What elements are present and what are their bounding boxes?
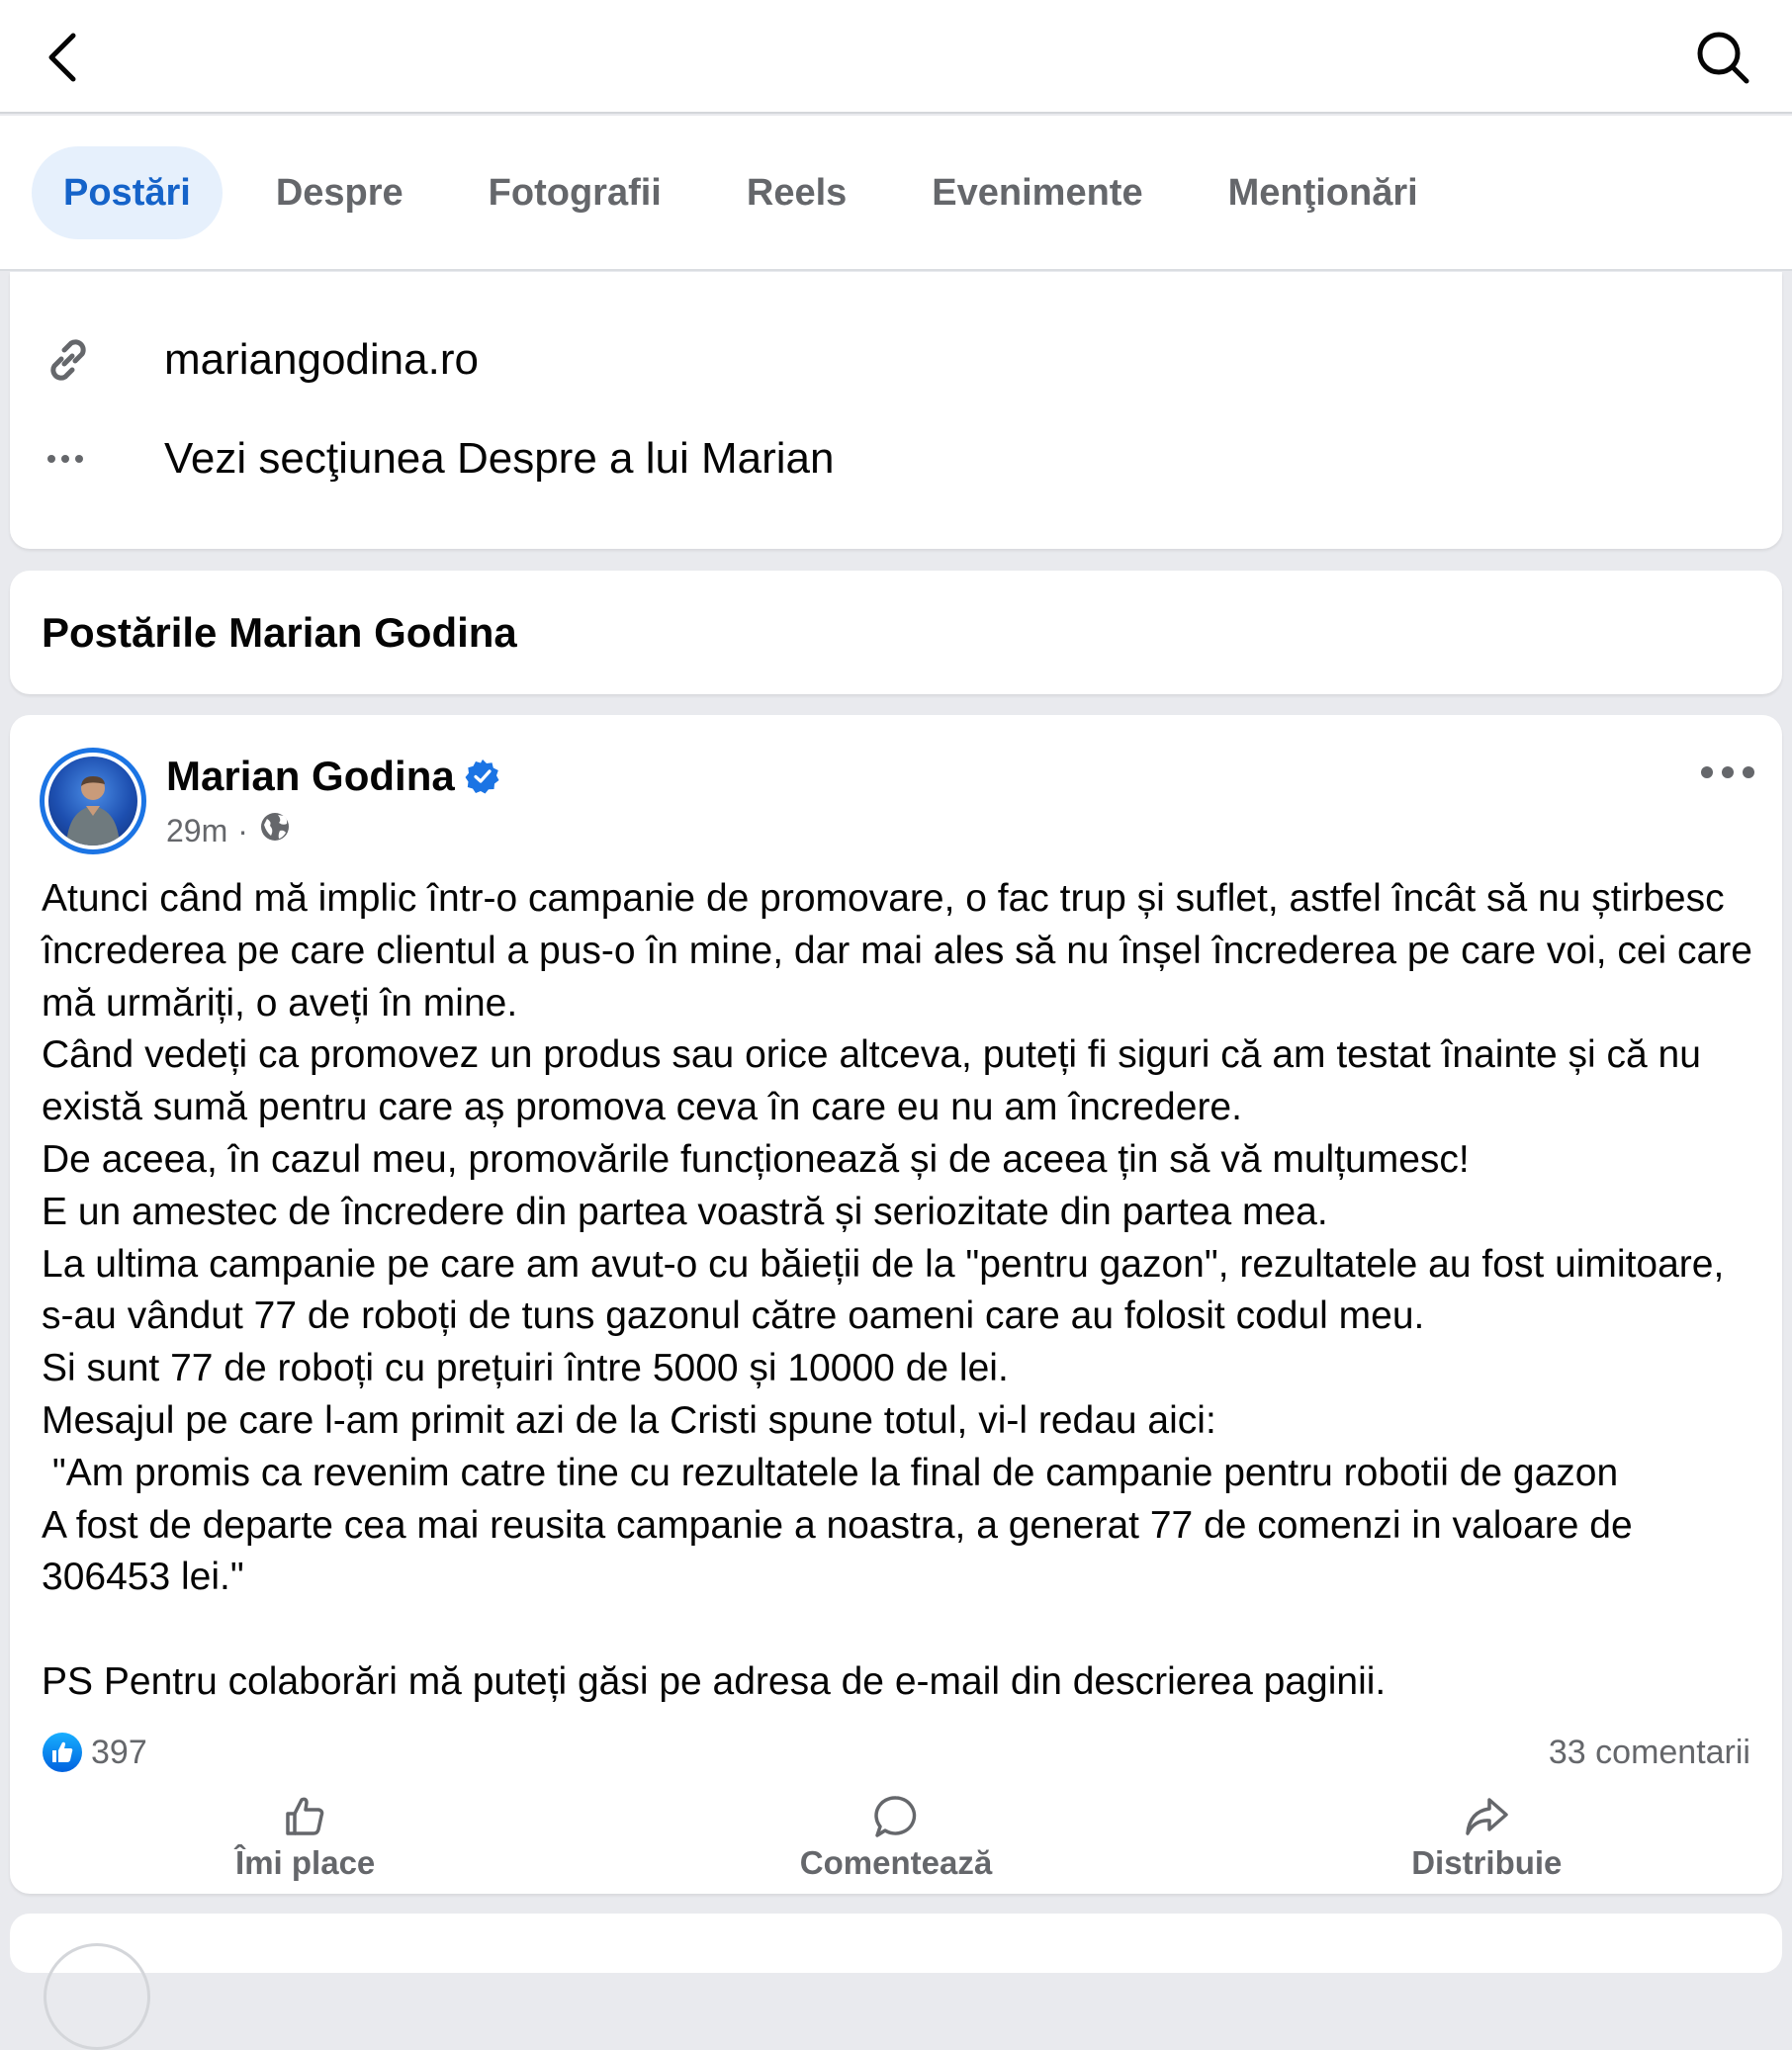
link-icon <box>42 333 111 387</box>
tab-reels[interactable]: Reels <box>746 171 848 214</box>
back-arrow-icon[interactable] <box>40 28 85 87</box>
website-row[interactable] <box>42 333 479 387</box>
share-button[interactable] <box>1192 1793 1782 1892</box>
comment-button[interactable] <box>600 1793 1191 1892</box>
post-text <box>42 873 1762 1709</box>
share-arrow-icon <box>1463 1793 1510 1840</box>
see-about-link[interactable]: Vezi secţiunea Despre a lui Marian <box>164 434 835 483</box>
like-label: Îmi place <box>235 1844 376 1881</box>
tab-evenimente[interactable]: Evenimente <box>932 171 1143 214</box>
tab-fotografii[interactable]: Fotografii <box>488 171 662 214</box>
separator-dot: · <box>237 812 248 848</box>
thumbs-up-icon <box>282 1793 329 1840</box>
share-label: Distribuie <box>1411 1844 1563 1881</box>
post-paragraph: "Am promis ca revenim catre tine cu rezultatele la final de campanie pentru robotii de gazon <box>42 1451 1619 1494</box>
post-paragraph: E un amestec de încredere din partea voastră și seriozitate din partea mea. <box>42 1190 1328 1233</box>
post-paragraph: Si sunt 77 de roboți cu prețuiri între 5000 și 10000 de lei. <box>42 1347 1009 1390</box>
posts-section-header <box>10 571 1782 694</box>
post-card <box>10 715 1782 1894</box>
avatar[interactable] <box>40 748 146 854</box>
post-paragraph <box>42 1604 1762 1656</box>
more-dots-icon <box>42 432 111 486</box>
like-button[interactable] <box>10 1793 600 1892</box>
post-meta <box>166 810 292 851</box>
author-row <box>166 753 500 800</box>
profile-tabs <box>0 116 1792 271</box>
post-paragraph: La ultima campanie pe care am avut-o cu băieții de la "pentru gazon", rezultatele au fost uimitoare, s-au vândut 77 de roboți de tuns gazonul către oameni care au folosit codul meu. <box>42 1242 1736 1338</box>
comments-count[interactable]: 33 comentarii <box>1548 1734 1750 1771</box>
post-paragraph: Mesajul pe care l-am primit azi de la Cristi spune totul, vi-l redau aici: <box>42 1398 1216 1442</box>
tab-despre[interactable]: Despre <box>275 171 403 214</box>
tab-postari[interactable]: Postări <box>32 146 223 239</box>
post-paragraph: A fost de departe cea mai reusita campanie a noastra, a generat 77 de comenzi in valoare de 306453 lei." <box>42 1503 1644 1599</box>
post-paragraph: PS Pentru colaborări mă puteți găsi pe adresa de e-mail din descrierea paginii. <box>42 1659 1387 1703</box>
post-paragraph: De aceea, în cazul meu, promovările funcționează și de aceea țin să vă mulțumesc! <box>42 1137 1470 1181</box>
globe-icon <box>258 810 292 851</box>
reactions-summary[interactable] <box>42 1732 147 1773</box>
top-bar <box>0 0 1792 114</box>
cut-off-row <box>45 272 441 284</box>
about-card <box>10 272 1782 549</box>
post-actions <box>10 1793 1782 1892</box>
website-link[interactable]: mariangodina.ro <box>164 335 479 384</box>
post-time[interactable]: 29m <box>166 812 228 848</box>
search-icon[interactable] <box>1693 28 1752 87</box>
comment-bubble-icon <box>872 1793 920 1840</box>
post-paragraph: Atunci când mă implic într-o campanie de promovare, o fac trup și suflet, astfel încât să nu știrbesc încrederea pe care clientul a pus-o în mine, dar mai ales să nu înșel încrederea pe care voi, cei care mă urmăriți, o aveți în mine. <box>42 877 1763 1025</box>
post-options-icon[interactable] <box>1699 762 1756 782</box>
tab-mentionari[interactable]: Menţionări <box>1227 171 1418 214</box>
section-title: Postările Marian Godina <box>42 609 517 656</box>
comment-label: Comentează <box>799 1844 993 1881</box>
next-post-avatar <box>44 1943 150 2050</box>
author-name[interactable]: Marian Godina <box>166 753 455 799</box>
reaction-count: 397 <box>91 1733 147 1771</box>
see-about-row[interactable] <box>42 432 834 486</box>
next-post-card <box>10 1914 1782 1973</box>
like-reaction-icon <box>42 1732 83 1773</box>
post-paragraph: Când vedeți ca promovez un produs sau orice altceva, puteți fi siguri că am testat înainte și că nu există sumă pentru care aș promova ceva în care eu nu am încredere. <box>42 1033 1712 1129</box>
verified-badge-icon <box>465 758 500 794</box>
